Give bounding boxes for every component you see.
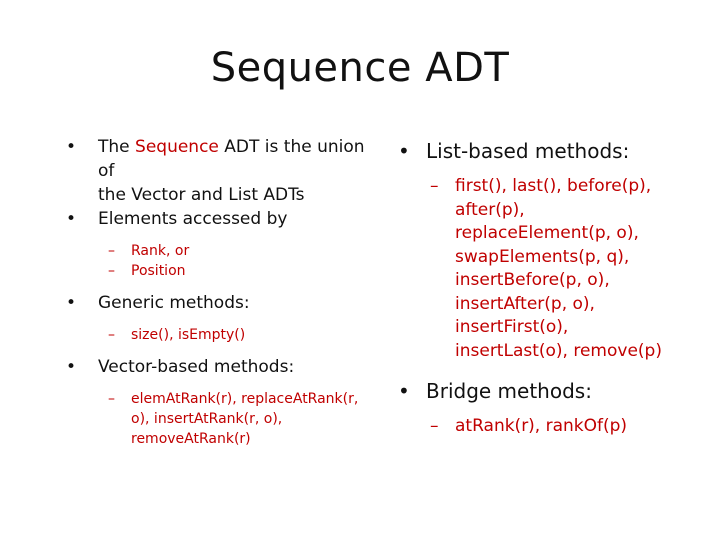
bullet-vector-methods <box>60 355 385 379</box>
generic-heading: Generic methods: <box>98 293 250 313</box>
access-item-text: Rank, or <box>131 243 190 259</box>
bridge-methods-item <box>398 415 710 439</box>
list-heading: List-based methods: <box>426 139 630 163</box>
bullet-icon: • <box>66 209 77 229</box>
dash-icon: – <box>108 243 115 259</box>
bridge-heading: Bridge methods: <box>426 379 592 403</box>
intro-rest: ADT is the union of <box>98 137 365 181</box>
bullet-list-methods <box>398 137 710 165</box>
list-line-2: after(p), <box>455 199 525 220</box>
access-item-text: Position <box>131 263 186 279</box>
generic-item-text: size(), isEmpty() <box>131 327 246 343</box>
list-line-6: insertAfter(p, o), <box>455 293 595 314</box>
list-line-5: insertBefore(p, o), <box>455 270 610 290</box>
bullet-generic-methods <box>60 291 385 315</box>
accessed-by-text: Elements accessed by <box>98 209 288 229</box>
intro-line2: the Vector and List ADTs <box>98 185 305 205</box>
vector-line-3: removeAtRank(r) <box>131 431 251 447</box>
vector-item <box>60 389 385 449</box>
dash-icon: – <box>108 391 115 407</box>
slide-title: Sequence ADT <box>210 45 510 91</box>
generic-item <box>60 325 385 345</box>
dash-icon: – <box>108 327 115 343</box>
bullet-sequence-intro <box>60 135 385 207</box>
bullet-icon: • <box>66 137 77 157</box>
left-column <box>60 135 385 449</box>
bullet-icon: • <box>398 379 410 403</box>
access-item-position <box>60 261 385 281</box>
access-item-rank <box>60 241 385 261</box>
list-line-4: swapElements(p, q), <box>455 246 630 267</box>
bullet-accessed-by <box>60 207 385 231</box>
intro-prefix: The <box>98 137 136 157</box>
bullet-icon: • <box>66 357 77 377</box>
dash-icon: – <box>430 416 439 436</box>
vector-line-2: o), insertAtRank(r, o), <box>131 411 283 427</box>
dash-icon: – <box>430 176 439 196</box>
intro-accent: Sequence <box>135 137 219 157</box>
list-line-1: first(), last(), before(p), <box>455 176 652 196</box>
bullet-icon: • <box>66 293 77 313</box>
list-line-8: insertLast(o), remove(p) <box>455 340 662 361</box>
vector-line-1: elemAtRank(r), replaceAtRank(r, <box>131 391 359 407</box>
list-line-3: replaceElement(p, o), <box>455 223 639 243</box>
bridge-line-1: atRank(r), rankOf(p) <box>455 416 628 436</box>
list-methods-item <box>398 175 710 363</box>
vector-heading: Vector-based methods: <box>98 357 295 377</box>
bullet-icon: • <box>398 139 410 163</box>
list-line-7: insertFirst(o), <box>455 317 569 337</box>
right-column <box>398 137 710 439</box>
dash-icon: – <box>108 263 115 279</box>
bullet-bridge-methods <box>398 377 710 405</box>
